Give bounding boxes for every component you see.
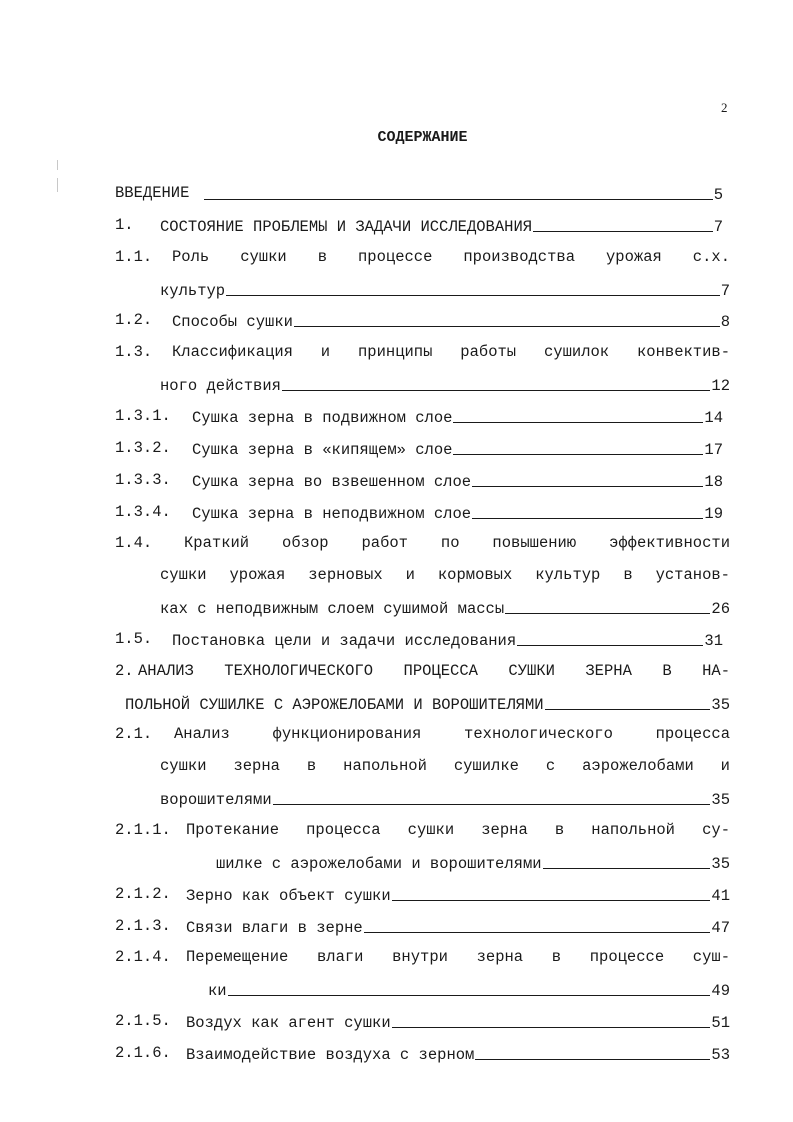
toc-entry-number: 2.1.2. [115, 884, 171, 903]
leader-rule [472, 486, 703, 487]
toc-page-number: 7 [713, 217, 723, 236]
leader-rule [364, 932, 711, 933]
toc-entry-text: Сушка зерна в подвижном слое [192, 408, 453, 427]
toc-entry-number: 2.1.4. [115, 948, 171, 967]
toc-leader-line [203, 182, 723, 204]
toc-leader-line [160, 787, 730, 809]
toc-entry-text: Взаимодействие воздуха с зерном [186, 1045, 475, 1064]
toc-leader-line [192, 437, 723, 459]
toc-entry-text: Перемещение влаги внутри зерна в процессе суш- [186, 948, 730, 967]
toc-leader-line [186, 1042, 730, 1064]
leader-rule [392, 900, 711, 901]
toc-page-number: 41 [711, 886, 730, 905]
leader-rule [392, 1027, 711, 1028]
leader-rule [204, 199, 713, 200]
toc-entry-text: Зерно как объект сушки [186, 886, 391, 905]
toc-entry-text: ках с неподвижным слоем сушимой массы [160, 600, 505, 619]
toc-entry-text: Постановка цели и задачи исследования [172, 631, 517, 650]
toc-leader-line [192, 405, 723, 427]
leader-rule [545, 709, 711, 710]
toc-leader-line [160, 373, 730, 395]
toc-entry-text: Сушка зерна в «кипящем» слое [192, 440, 453, 459]
leader-rule [226, 295, 720, 296]
toc-page-number: 51 [711, 1014, 730, 1033]
toc-entry-text: шилке с аэрожелобами и ворошителями [216, 854, 542, 873]
toc-leader-line [172, 628, 723, 650]
toc-entry-number: 1.3. [115, 343, 153, 362]
leader-rule [505, 613, 710, 614]
toc-entry-text: культур [160, 281, 226, 300]
toc-entry-number: 1. [115, 215, 134, 234]
toc-entry-number: 1.5. [115, 629, 153, 648]
toc-entry-number: 1.3.3. [115, 470, 171, 489]
toc-leader-line [186, 915, 730, 937]
toc-page-number: 26 [711, 600, 730, 619]
toc-entry-number: 2.1. [115, 725, 153, 744]
toc-entry-number: 2.1.5. [115, 1012, 171, 1031]
toc-entry-number: 2.1.1. [115, 821, 171, 839]
toc-page-number: 49 [711, 982, 730, 1001]
toc-entry-text: АНАЛИЗ ТЕХНОЛОГИЧЕСКОГО ПРОЦЕССА СУШКИ ЗЕРНА В НА- [138, 661, 730, 680]
toc-entry-text: Классификация и принципы работы сушилок конвектив- [172, 343, 730, 362]
toc-page-number: 35 [711, 791, 730, 810]
page-number: 2 [721, 100, 728, 115]
toc-entry-text: ПОЛЬНОЙ СУШИЛКЕ С АЭРОЖЕЛОБАМИ И ВОРОШИТЕЛЯМИ [125, 695, 544, 714]
toc-entry-text: ки [208, 982, 227, 1001]
toc-entry-number: 2.1.3. [115, 916, 171, 935]
toc-entry-text: Способы сушки [172, 313, 293, 332]
toc-page-number: 17 [704, 440, 723, 459]
toc-entry-text: Роль сушки в процессе производства урожая с.х. [172, 247, 730, 266]
toc-entry-text: Протекание процесса сушки зерна в напольной су- [186, 821, 730, 839]
toc-leader-line [186, 883, 730, 905]
toc-entry-text: сушки урожая зерновых и кормовых культур в установ- [160, 566, 730, 585]
leader-rule [543, 868, 711, 869]
toc-entry-text: Связи влаги в зерне [186, 918, 363, 937]
toc-page-number: 47 [711, 918, 730, 937]
leader-rule [475, 1059, 710, 1060]
toc-leader-line [192, 469, 723, 491]
toc-page-number: 14 [704, 408, 723, 427]
toc-entry-text: СОСТОЯНИЕ ПРОБЛЕМЫ И ЗАДАЧИ ИССЛЕДОВАНИЯ [160, 217, 533, 236]
toc-entry-number: 1.3.1. [115, 406, 171, 425]
leader-rule [282, 390, 710, 391]
toc-entry-text: Воздух как агент сушки [186, 1014, 391, 1033]
toc-entry-text: Анализ функционирования технологического процесса [174, 725, 730, 744]
toc-page-number: 12 [711, 377, 730, 396]
toc-page-number: 5 [713, 186, 723, 204]
leader-rule [294, 326, 720, 327]
leader-rule [228, 995, 711, 996]
toc-entry-number: 1.1. [115, 247, 153, 266]
toc-entry-number: 1.3.4. [115, 502, 171, 521]
toc-entry-text: ного действия [160, 377, 281, 396]
toc-entry-text: сушки зерна в напольной сушилке с аэрожелобами и [160, 757, 730, 776]
toc-entry-number: ВВЕДЕНИЕ [115, 184, 190, 202]
leader-rule [453, 454, 703, 455]
leader-rule [472, 518, 703, 519]
toc-leader-line [160, 596, 730, 618]
page-title: СОДЕРЖАНИЕ [377, 129, 468, 146]
toc-entry-text: Сушка зерна в неподвижном слое [192, 504, 472, 523]
toc-page-number: 53 [711, 1045, 730, 1064]
leader-rule [273, 804, 711, 805]
toc-entry-number: 1.2. [115, 311, 153, 330]
toc-leader-line [160, 214, 723, 236]
toc-entry-number: 2. [115, 661, 134, 680]
toc-page-number: 8 [720, 313, 730, 332]
leader-rule [453, 422, 703, 423]
toc-leader-line [192, 501, 723, 523]
toc-page-number: 35 [711, 854, 730, 873]
toc-entry-number: 1.3.2. [115, 438, 171, 457]
toc-page-number: 19 [704, 504, 723, 523]
toc-leader-line [208, 978, 730, 1000]
toc-leader-line [125, 692, 730, 714]
toc-entry-text: Сушка зерна во взвешенном слое [192, 472, 472, 491]
toc-entry-number: 2.1.6. [115, 1043, 171, 1062]
toc-entry-text: Краткий обзор работ по повышению эффективности [184, 534, 730, 553]
toc-leader-line [216, 851, 730, 873]
leader-rule [517, 645, 703, 646]
leader-rule [533, 231, 713, 232]
toc-page-number: 31 [704, 631, 723, 650]
toc-entry-number: 1.4. [115, 534, 153, 553]
toc-page-number: 7 [720, 281, 730, 300]
toc-entry-text: ворошителями [160, 791, 272, 810]
toc-page-number: 18 [704, 472, 723, 491]
toc-leader-line [172, 309, 730, 331]
toc-page-number: 35 [711, 695, 730, 714]
toc-leader-line [186, 1010, 730, 1032]
toc-leader-line [160, 278, 730, 300]
